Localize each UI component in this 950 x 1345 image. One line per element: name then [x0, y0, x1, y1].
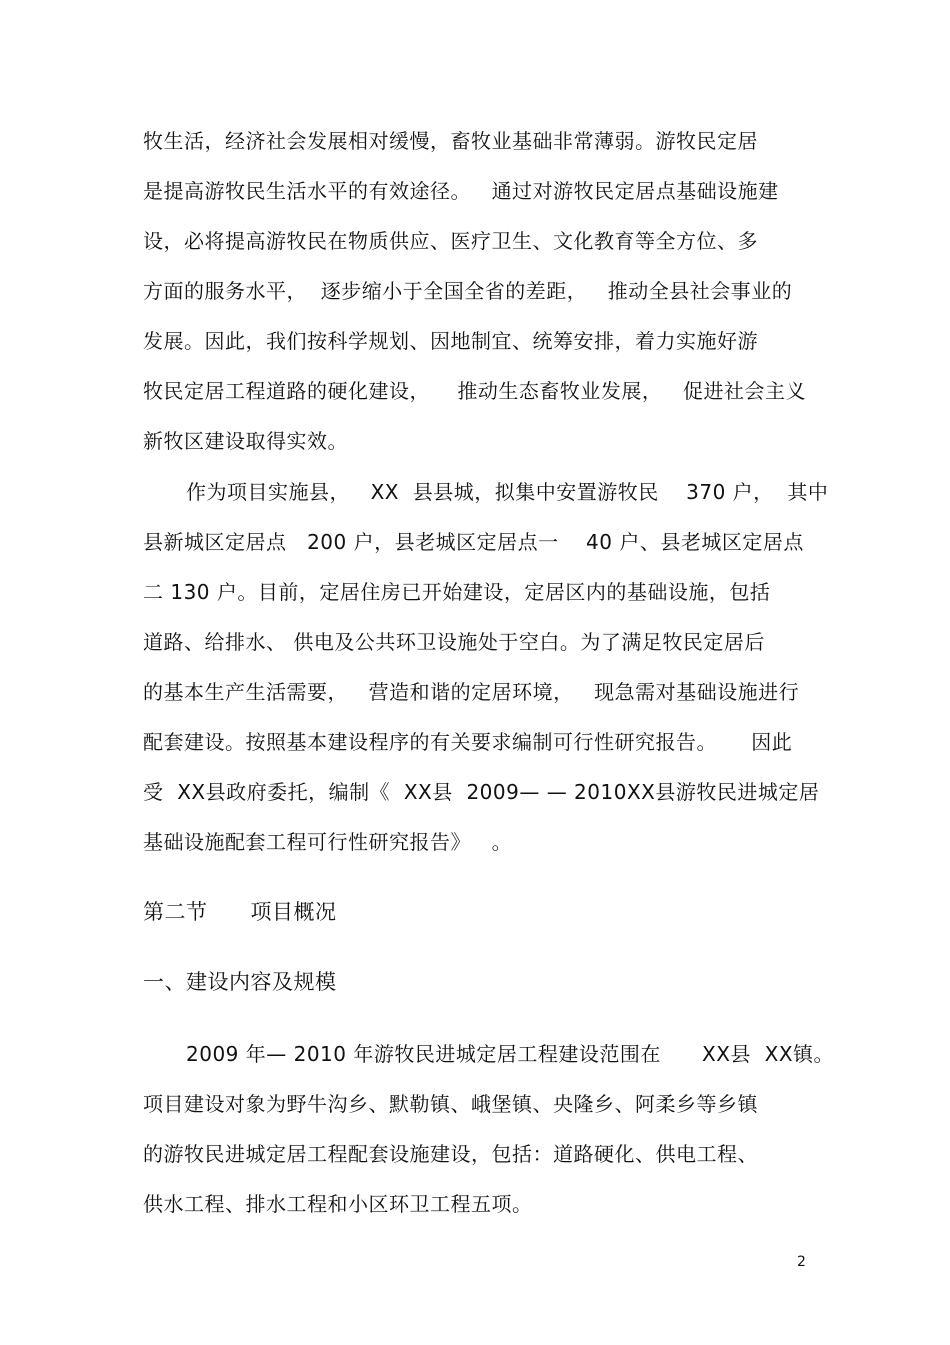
page-number: 2 [797, 1254, 806, 1270]
paragraph-line: 县新城区定居点 200 户，县老城区定居点一 40 户、县老城区定居点 [143, 530, 804, 554]
paragraph-line: 作为项目实施县， XX 县县城，拟集中安置游牧民 370 户， 其中 [186, 480, 829, 504]
paragraph-line: 发展。因此，我们按科学规划、因地制宜、统筹安排，着力实施好游 [143, 329, 758, 353]
paragraph-line: 2009 年— 2010 年游牧民进城定居工程建设范围在 XX县 XX镇。 [186, 1042, 835, 1066]
paragraph-line: 的基本生产生活需要， 营造和谐的定居环境， 现急需对基础设施进行 [143, 680, 800, 704]
paragraph-line: 的游牧民进城定居工程配套设施建设，包括：道路硬化、供电工程、 [143, 1142, 758, 1166]
paragraph-line: 受 XX县政府委托，编制《 XX县 2009— — 2010XX县游牧民进城定居 [143, 780, 820, 804]
paragraph-line: 配套建设。按照基本建设程序的有关要求编制可行性研究报告。 因此 [143, 730, 793, 754]
paragraph-line: 设，必将提高游牧民在物质供应、医疗卫生、文化教育等全方位、多 [143, 229, 758, 253]
paragraph-line: 基础设施配套工程可行性研究报告》 。 [143, 830, 513, 854]
paragraph-line: 道路、给排水、 供电及公共环卫设施处于空白。为了满足牧民定居后 [143, 630, 765, 654]
paragraph-line: 供水工程、排水工程和小区环卫工程五项。 [143, 1192, 533, 1216]
subsection-heading: 一、建设内容及规模 [143, 970, 337, 994]
paragraph-line: 牧民定居工程道路的硬化建设， 推动生态畜牧业发展， 促进社会主义 [143, 379, 807, 403]
paragraph-line: 新牧区建设取得实效。 [143, 429, 348, 453]
section-heading: 第二节 项目概况 [143, 900, 337, 924]
paragraph-line: 方面的服务水平， 逐步缩小于全国全省的差距， 推动全县社会事业的 [143, 279, 793, 303]
paragraph-line: 项目建设对象为野牛沟乡、默勒镇、峨堡镇、央隆乡、阿柔乡等乡镇 [143, 1092, 758, 1116]
paragraph-line: 牧生活，经济社会发展相对缓慢，畜牧业基础非常薄弱。游牧民定居 [143, 129, 758, 153]
paragraph-line: 是提高游牧民生活水平的有效途径。 通过对游牧民定居点基础设施建 [143, 179, 779, 203]
paragraph-line: 二 130 户。目前，定居住房已开始建设，定居区内的基础设施，包括 [143, 580, 771, 604]
